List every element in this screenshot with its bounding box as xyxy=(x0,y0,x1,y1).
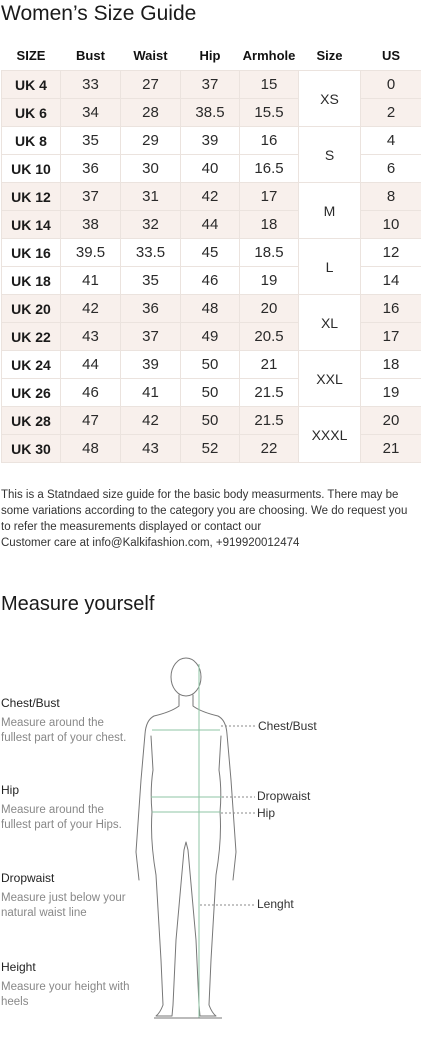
armhole-cell: 18 xyxy=(240,211,299,239)
figure-label-dropwaist: Dropwaist xyxy=(257,789,311,803)
row-label: UK 14 xyxy=(2,211,61,239)
us-cell: 4 xyxy=(361,127,421,155)
row-label: UK 6 xyxy=(2,99,61,127)
row-label: UK 8 xyxy=(2,127,61,155)
figure-label-length: Lenght xyxy=(257,897,294,911)
hip-cell: 46 xyxy=(181,267,240,295)
bust-cell: 37 xyxy=(61,183,121,211)
waist-cell: 36 xyxy=(121,295,181,323)
row-label: UK 30 xyxy=(2,435,61,463)
waist-cell: 42 xyxy=(121,407,181,435)
hip-cell: 44 xyxy=(181,211,240,239)
us-cell: 21 xyxy=(361,435,421,463)
us-cell: 18 xyxy=(361,351,421,379)
hip-cell: 50 xyxy=(181,407,240,435)
letter-size-cell: XXL xyxy=(299,351,361,407)
armhole-cell: 20.5 xyxy=(240,323,299,351)
header-bust: Bust xyxy=(61,41,121,71)
armhole-cell: 21.5 xyxy=(240,407,299,435)
us-cell: 8 xyxy=(361,183,421,211)
letter-size-cell: XS xyxy=(299,71,361,127)
hip-cell: 38.5 xyxy=(181,99,240,127)
us-cell: 17 xyxy=(361,323,421,351)
armhole-cell: 16 xyxy=(240,127,299,155)
waist-cell: 35 xyxy=(121,267,181,295)
bust-cell: 44 xyxy=(61,351,121,379)
waist-cell: 31 xyxy=(121,183,181,211)
customer-care-text: Customer care at info@Kalkifashion.com, +919920012474 xyxy=(1,537,300,549)
row-label: UK 10 xyxy=(2,155,61,183)
us-cell: 14 xyxy=(361,267,421,295)
waist-cell: 41 xyxy=(121,379,181,407)
bust-cell: 38 xyxy=(61,211,121,239)
row-label: UK 12 xyxy=(2,183,61,211)
bust-cell: 36 xyxy=(61,155,121,183)
armhole-cell: 21.5 xyxy=(240,379,299,407)
header-waist: Waist xyxy=(121,41,181,71)
armhole-cell: 15 xyxy=(240,71,299,99)
us-cell: 10 xyxy=(361,211,421,239)
armhole-cell: 21 xyxy=(240,351,299,379)
row-label: UK 24 xyxy=(2,351,61,379)
page-title: Women’s Size Guide xyxy=(1,2,197,25)
hip-cell: 39 xyxy=(181,127,240,155)
letter-size-cell: L xyxy=(299,239,361,295)
waist-cell: 43 xyxy=(121,435,181,463)
waist-cell: 30 xyxy=(121,155,181,183)
head-shape xyxy=(171,658,201,696)
waist-cell: 37 xyxy=(121,323,181,351)
hip-cell: 50 xyxy=(181,351,240,379)
header-size: SIZE xyxy=(2,41,61,71)
bust-cell: 34 xyxy=(61,99,121,127)
letter-size-cell: M xyxy=(299,183,361,239)
row-label: UK 20 xyxy=(2,295,61,323)
info-label: Hip xyxy=(1,783,20,797)
header-armhole: Armhole xyxy=(240,41,299,71)
waist-cell: 29 xyxy=(121,127,181,155)
bust-cell: 46 xyxy=(61,379,121,407)
bust-cell: 47 xyxy=(61,407,121,435)
armhole-cell: 22 xyxy=(240,435,299,463)
info-label: Dropwaist xyxy=(1,871,55,885)
hip-cell: 40 xyxy=(181,155,240,183)
info-description: Measure around the fullest part of your chest. xyxy=(1,717,127,744)
letter-size-cell: XL xyxy=(299,295,361,351)
figure-label-chest: Chest/Bust xyxy=(258,719,317,733)
info-description: Measure your height with heels xyxy=(1,981,130,1008)
row-label: UK 4 xyxy=(2,71,61,99)
bust-cell: 33 xyxy=(61,71,121,99)
header-us: US xyxy=(361,41,421,71)
measure-yourself-title: Measure yourself xyxy=(1,593,155,615)
bust-cell: 48 xyxy=(61,435,121,463)
us-cell: 0 xyxy=(361,71,421,99)
waist-cell: 33.5 xyxy=(121,239,181,267)
bust-cell: 43 xyxy=(61,323,121,351)
info-description: Measure just below your natural waist line xyxy=(1,892,126,919)
header-hip: Hip xyxy=(181,41,240,71)
bust-cell: 35 xyxy=(61,127,121,155)
hip-cell: 49 xyxy=(181,323,240,351)
armhole-cell: 17 xyxy=(240,183,299,211)
row-label: UK 18 xyxy=(2,267,61,295)
hip-cell: 45 xyxy=(181,239,240,267)
armhole-cell: 18.5 xyxy=(240,239,299,267)
armhole-cell: 16.5 xyxy=(240,155,299,183)
armhole-cell: 20 xyxy=(240,295,299,323)
us-cell: 16 xyxy=(361,295,421,323)
row-label: UK 16 xyxy=(2,239,61,267)
us-cell: 20 xyxy=(361,407,421,435)
us-cell: 6 xyxy=(361,155,421,183)
figure-label-hip: Hip xyxy=(257,806,276,820)
label-leader-lines xyxy=(200,726,255,905)
header-letter-size: Size xyxy=(299,41,361,71)
hip-cell: 52 xyxy=(181,435,240,463)
info-description: Measure around the fullest part of your Hips. xyxy=(1,804,122,831)
waist-cell: 32 xyxy=(121,211,181,239)
us-cell: 2 xyxy=(361,99,421,127)
armhole-cell: 15.5 xyxy=(240,99,299,127)
row-label: UK 28 xyxy=(2,407,61,435)
waist-cell: 28 xyxy=(121,99,181,127)
letter-size-cell: XXXL xyxy=(299,407,361,463)
torso-legs-shape xyxy=(151,736,221,1016)
hip-cell: 42 xyxy=(181,183,240,211)
letter-size-cell: S xyxy=(299,127,361,183)
bust-cell: 39.5 xyxy=(61,239,121,267)
hip-cell: 50 xyxy=(181,379,240,407)
waist-cell: 27 xyxy=(121,71,181,99)
note-text: This is a Statndaed size guide for the basic body measurments. There may be some variations according to the category you are choosing. We do request you to refer the measurements displayed or contact our xyxy=(1,489,408,533)
us-cell: 19 xyxy=(361,379,421,407)
armhole-cell: 19 xyxy=(240,267,299,295)
body-outline xyxy=(136,658,236,1016)
bust-cell: 42 xyxy=(61,295,121,323)
hip-cell: 48 xyxy=(181,295,240,323)
hip-cell: 37 xyxy=(181,71,240,99)
waist-cell: 39 xyxy=(121,351,181,379)
us-cell: 12 xyxy=(361,239,421,267)
row-label: UK 22 xyxy=(2,323,61,351)
info-label: Height xyxy=(1,960,36,974)
row-label: UK 26 xyxy=(2,379,61,407)
bust-cell: 41 xyxy=(61,267,121,295)
info-label: Chest/Bust xyxy=(1,696,60,710)
